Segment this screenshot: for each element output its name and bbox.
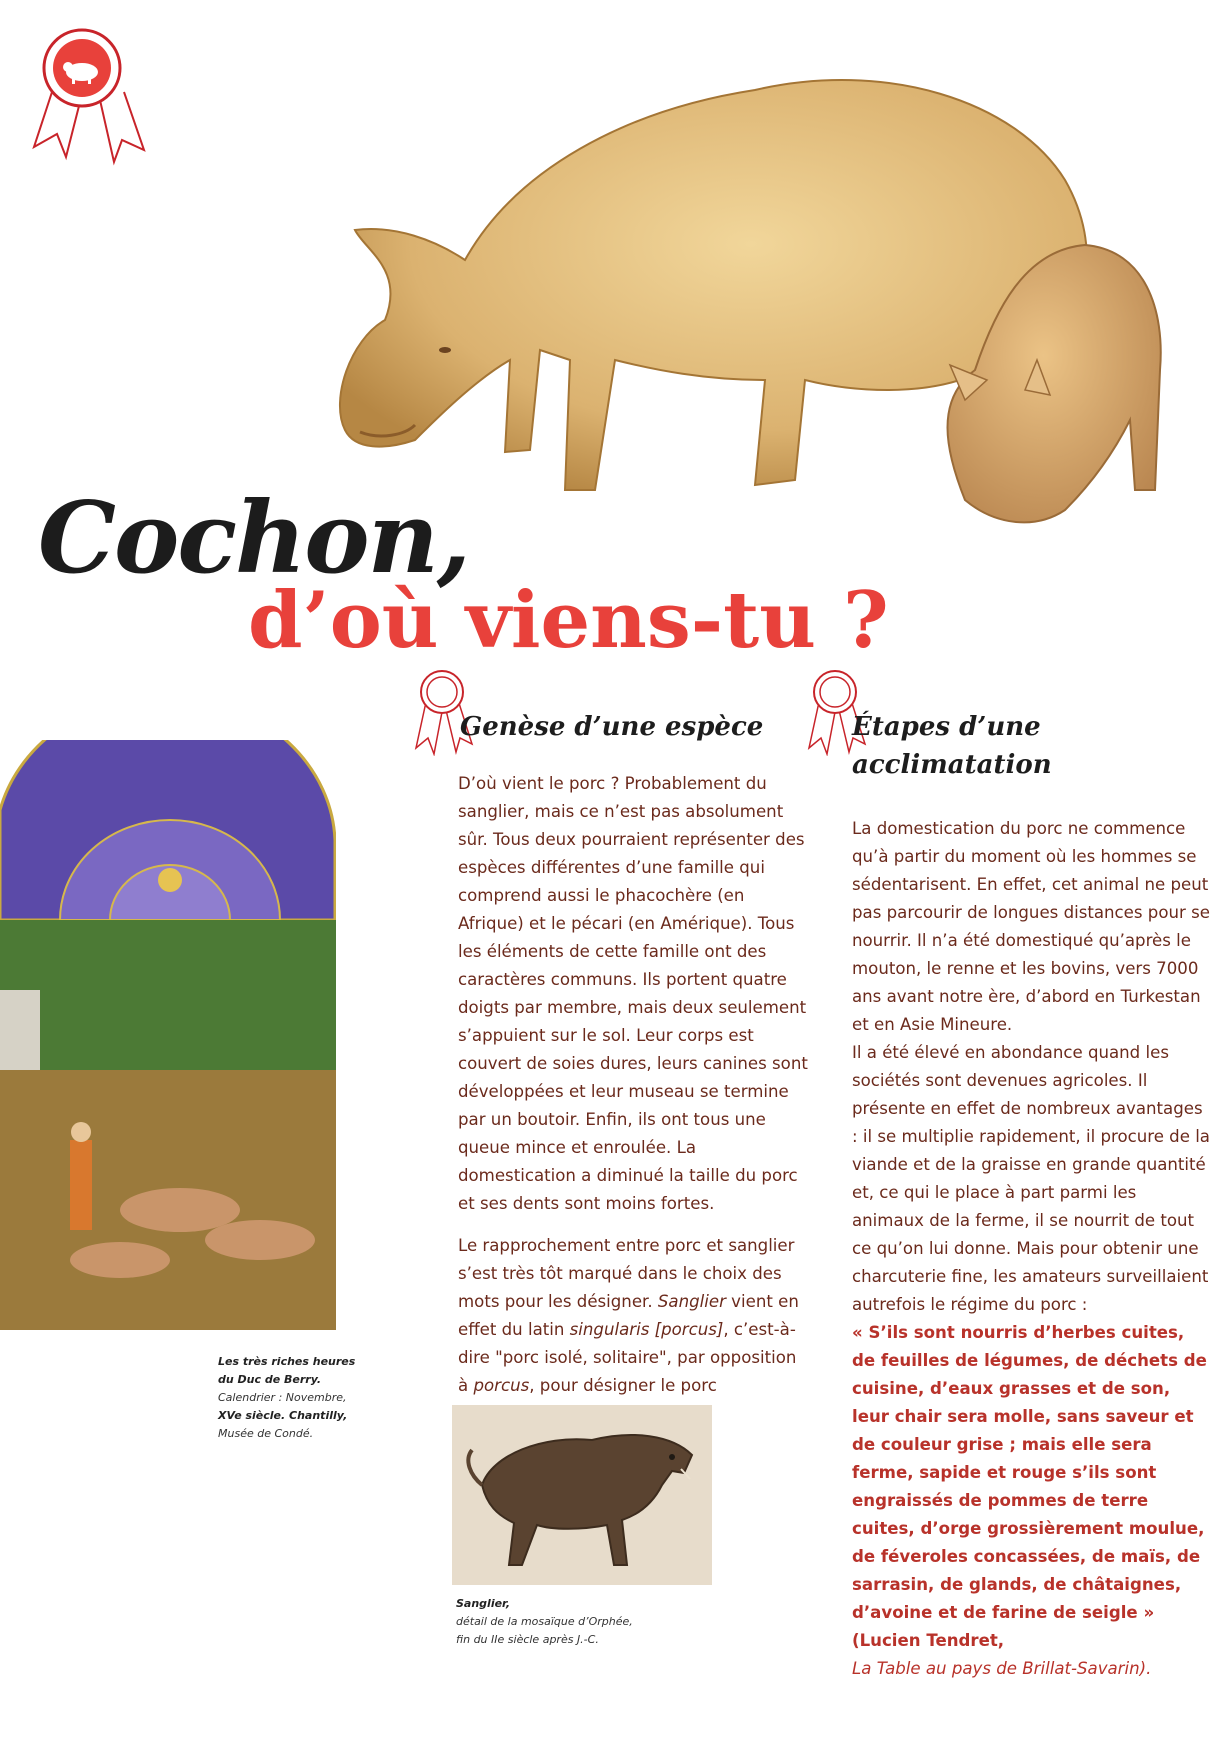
caption-line: XVe siècle. Chantilly, bbox=[218, 1409, 348, 1422]
calendar-caption bbox=[218, 1353, 368, 1443]
pig-illustration bbox=[325, 20, 1175, 560]
paragraph: Le rapprochement entre porc et sanglier s’est très tôt marqué dans le choix des mots pour les désigner. Sanglier vient en effet du latin singularis [porcus], c’est-à-dire "porc isolé, solitaire", par opposition à porcus, pour désigner le porc bbox=[458, 1236, 799, 1395]
section-etapes-text bbox=[852, 815, 1212, 1683]
caption-line: Les très riches heures bbox=[218, 1355, 356, 1368]
paragraph: D’où vient le porc ? Probablement du sanglier, mais ce n’est pas absolument sûr. Tous deux pourraient représenter des espèces différentes d’une famille qui comprend aussi le phacochère (en Afrique) et le pécari (en Amérique). Tous les éléments de cette famille ont des caractères communs. Ils portent quatre doigts par membre, mais deux seulement s’appuient sur le sol. Leur corps est couvert de soies dures, leurs canines sont développées et leur museau se termine par un boutoir. Enfin, ils ont tous une queue mince et enroulée. La domestication a diminué la taille du porc et ses dents sont moins fortes. bbox=[458, 774, 808, 1213]
caption-line: fin du IIe siècle après J.-C. bbox=[456, 1633, 599, 1646]
rosette-logo bbox=[22, 22, 162, 172]
mosaic-caption bbox=[456, 1595, 696, 1649]
paragraph: Il a été élevé en abondance quand les sociétés sont devenues agricoles. Il présente en effet de nombreux avantages : il se multiplie rapidement, il procure de la viande et de la graisse en grande quantité et, ce qui le place à part parmi les animaux de la ferme, il se nourrit de tout ce qu’on lui donne. Mais pour obtenir une charcuterie fine, les amateurs surveillaient autrefois le régime du porc : bbox=[852, 1043, 1210, 1314]
section-genese-text bbox=[458, 770, 808, 1442]
caption-line: du Duc de Berry. bbox=[218, 1373, 322, 1386]
paragraph: La domestication du porc ne commence qu’à partir du moment où les hommes se sédentarisent. En effet, cet animal ne peut pas parcourir de longues distances pour se nourrir. Il n’a été domestiqué qu’après le mouton, le renne et les bovins, vers 7000 ans avant notre ère, d’abord en Turkestan et en Asie Mineure. bbox=[852, 819, 1210, 1034]
citation-work: La Table au pays de Brillat-Savarin). bbox=[852, 1659, 1152, 1678]
section-heading-etapes: Étapes d’une acclimatation bbox=[852, 712, 1052, 780]
section-heading-genese: Genèse d’une espèce bbox=[460, 712, 764, 742]
page-subtitle: d’où viens-tu ? bbox=[248, 575, 889, 666]
citation-author: (Lucien Tendret, bbox=[852, 1631, 1005, 1650]
page-title: Cochon, bbox=[38, 481, 470, 596]
quotation: « S’ils sont nourris d’herbes cuites, de feuilles de légumes, de déchets de cuisine, d’eaux grasses et de son, leur chair sera molle, sans saveur et de couleur grise ; mais elle sera ferme, sapide et rouge s’ils sont engraissés de pommes de terre cuites, d’orge grossièrement moulue, de féveroles concassées, de maïs, de sarrasin, de glands, de châtaignes, d’avoine et de farine de seigle » bbox=[852, 1323, 1207, 1622]
calendar-illumination bbox=[0, 740, 336, 1330]
caption-line: Sanglier, bbox=[456, 1597, 511, 1610]
boar-mosaic-image bbox=[452, 1405, 712, 1585]
caption-line: détail de la mosaïque d’Orphée, bbox=[456, 1615, 633, 1628]
caption-line: Musée de Condé. bbox=[218, 1427, 314, 1440]
caption-line: Calendrier : Novembre, bbox=[218, 1391, 347, 1404]
